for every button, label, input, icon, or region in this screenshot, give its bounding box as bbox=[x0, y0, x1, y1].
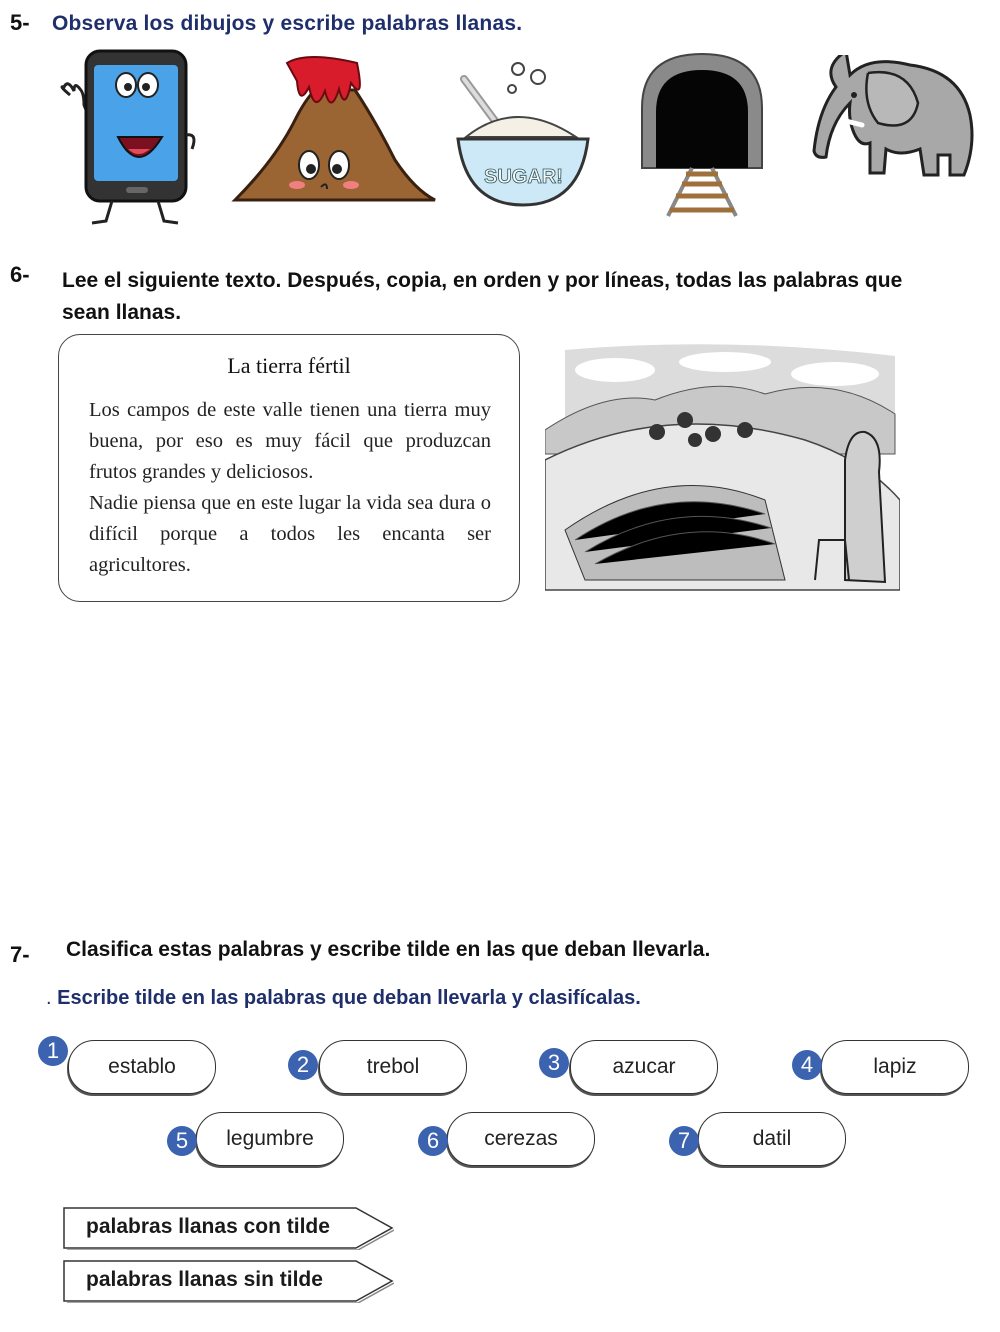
word-text: legumbre bbox=[226, 1127, 314, 1150]
section-7-instruction: Clasifica estas palabras y escribe tilde en las que deban llevarla. bbox=[66, 938, 711, 961]
reading-paragraph-1: Los campos de este valle tienen una tierra muy buena, por eso es muy fácil que produzcan frutos grandes y deliciosos. bbox=[89, 399, 491, 483]
number-badge: 7 bbox=[669, 1126, 699, 1156]
section-7-number: 7- bbox=[10, 942, 30, 967]
section-7-sub-instruction: . Escribe tilde en las palabras que deban llevarla y clasifícalas. bbox=[46, 987, 641, 1009]
sugar-label: SUGAR! bbox=[484, 166, 563, 188]
section-6-number: 6- bbox=[10, 262, 30, 287]
word-chip[interactable] bbox=[319, 1040, 467, 1094]
word-text: lapiz bbox=[873, 1055, 917, 1078]
section-5-number: 5- bbox=[10, 10, 30, 35]
train-tunnel-icon bbox=[638, 50, 768, 220]
word-text: trebol bbox=[366, 1055, 420, 1078]
farm-landscape-illustration bbox=[545, 340, 900, 595]
word-text: cerezas bbox=[484, 1127, 558, 1150]
section-5-instruction: Observa los dibujos y escribe palabras llanas. bbox=[52, 12, 523, 35]
number-badge: 2 bbox=[288, 1050, 318, 1080]
reading-text-box bbox=[58, 334, 520, 602]
number-badge: 6 bbox=[418, 1126, 448, 1156]
word-chip[interactable] bbox=[821, 1040, 969, 1094]
elephant-icon bbox=[810, 55, 980, 200]
word-chip[interactable] bbox=[570, 1040, 718, 1094]
number-badge: 5 bbox=[167, 1126, 197, 1156]
category-without-tilde[interactable] bbox=[62, 1259, 392, 1303]
word-chip[interactable] bbox=[196, 1112, 344, 1166]
section-6-instruction: Lee el siguiente texto. Después, copia, en orden y por líneas, todas las palabras que sean llanas. bbox=[62, 269, 903, 324]
sub-instruction-text: Escribe tilde en las palabras que deban llevarla y clasifícalas. bbox=[57, 987, 641, 1009]
word-text: datil bbox=[752, 1127, 792, 1150]
category-with-tilde[interactable] bbox=[62, 1206, 392, 1250]
number-badge: 4 bbox=[792, 1050, 822, 1080]
reading-body bbox=[89, 395, 491, 581]
category-label: palabras llanas con tilde bbox=[86, 1215, 330, 1238]
reading-paragraph-2: Nadie piensa que en este lugar la vida sea dura o difícil porque a todos les encanta ser agricultores. bbox=[89, 492, 491, 576]
sugar-bowl-icon bbox=[440, 55, 600, 215]
smartphone-icon bbox=[50, 45, 200, 225]
volcano-icon bbox=[225, 45, 445, 215]
number-badge: 3 bbox=[539, 1048, 569, 1078]
word-chip[interactable] bbox=[447, 1112, 595, 1166]
category-label: palabras llanas sin tilde bbox=[86, 1268, 323, 1291]
word-chip[interactable] bbox=[68, 1040, 216, 1094]
word-chip[interactable] bbox=[698, 1112, 846, 1166]
number-badge: 1 bbox=[38, 1036, 68, 1066]
word-text: azucar bbox=[612, 1055, 676, 1078]
reading-title: La tierra fértil bbox=[227, 353, 351, 378]
word-text: establo bbox=[108, 1055, 176, 1078]
